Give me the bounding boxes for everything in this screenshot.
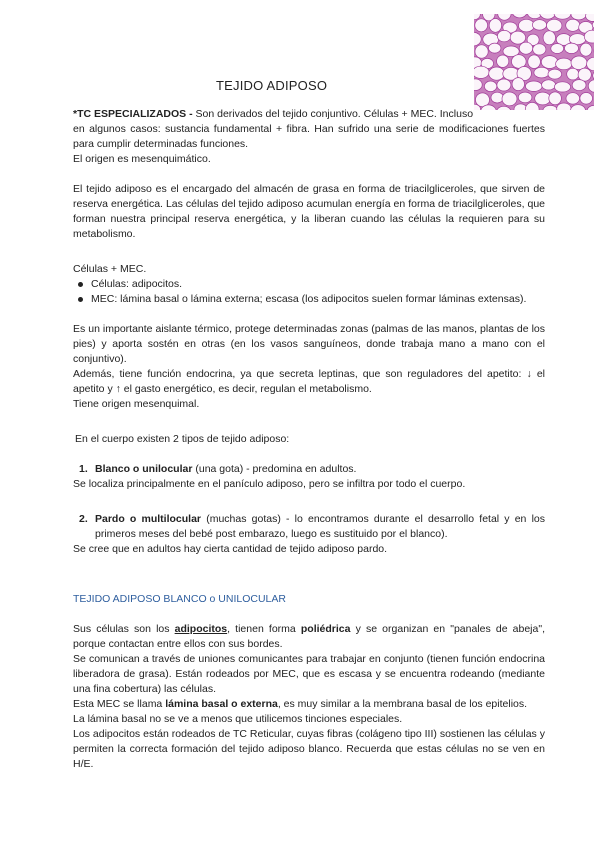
- type-2: [73, 512, 545, 557]
- type2-number: 2.: [79, 513, 88, 525]
- cells-list: [73, 277, 545, 307]
- adipocyte-cell: [580, 93, 593, 105]
- intro-line2: en algunos casos: sustancia fundamental + fibra. Han sufrido una serie de modificaciones fuertes para cumplir determinadas funciones.: [73, 123, 545, 150]
- adipocyte-cell: [512, 78, 524, 91]
- paragraph-1: El tejido adiposo es el encargado del almacén de grasa en forma de triacilgliceroles, que sirven de reserva energética. Las células del tejido adiposo acumulan energía en forma de triacilgliceroles, que forman nuestra principal reserva energética, y la liberan cuando las células la requieren para su metabolismo.: [73, 183, 545, 240]
- type1-note: Se localiza principalmente en el panículo adiposo, pero se infiltra por todo el cuerpo.: [73, 478, 466, 490]
- paragraph-2-text: Es un importante aislante térmico, protege determinadas zonas (palmas de las manos, plantas de los pies) y aporta sostén en otras (en los vasos sanguíneos, donde trabaja mano a mano con el conjuntivo).: [73, 323, 545, 365]
- section-p3: [73, 697, 545, 712]
- adipocyte-cell: [475, 45, 488, 58]
- section-heading: TEJIDO ADIPOSO BLANCO o UNILOCULAR: [73, 593, 286, 605]
- adipocyte-cell: [566, 19, 580, 31]
- adipocyte-cell: [549, 92, 562, 105]
- list-item: [73, 462, 545, 477]
- adipocyte-cell: [541, 56, 558, 69]
- adipocyte-cell: [533, 44, 546, 55]
- adipocyte-cell: [519, 19, 535, 32]
- adipocyte-cell: [548, 69, 562, 79]
- adipocyte-cell: [535, 92, 551, 105]
- adipocyte-cell: [551, 44, 564, 54]
- intro-bold: *TC ESPECIALIZADOS -: [73, 108, 193, 120]
- adipocyte-cell: [572, 80, 586, 91]
- type2-rest: (muchas gotas) - lo encontramos durante el desarrollo fetal y en los primeros meses del bebé post embarazo, luego es sustituido por el blanco).: [95, 513, 545, 540]
- section-p2: Se comunican a través de uniones comunicantes para trabajar en conjunto (tienen función endocrina liberadora de grasa). Están rodeados por MEC, que es escasa y se encuentra rodeando (mediante una fina cobertura) las células.: [73, 653, 545, 695]
- page-title: TEJIDO ADIPOSO: [216, 78, 328, 93]
- adipocyte-cell: [497, 30, 511, 41]
- adipocyte-cell: [571, 56, 587, 70]
- section-p5: Los adipocitos están rodeados de TC Reticular, cuyas fibras (colágeno tipo III) sostienen las células y permiten la correcta formación del tejido adiposo blanco. Recuerda que estas células no se ven en H/E.: [73, 728, 545, 770]
- adipocyte-cell: [580, 43, 592, 56]
- adipocyte-cell: [497, 79, 511, 91]
- adipocyte-cell: [484, 81, 496, 92]
- adipocyte-cell: [556, 58, 572, 70]
- adipocyte-cell: [475, 19, 488, 32]
- type1-rest: (una gota) - predomina en adultos.: [192, 463, 357, 475]
- paragraph-3-text: Además, tiene función endocrina, ya que secreta leptinas, que son reguladores del apetito: ↓ el apetito y ↑ el gasto energético, es decir, regulan el metabolismo.: [73, 368, 545, 395]
- cells-section: [73, 262, 545, 307]
- section-p1-a: Sus células son los: [73, 623, 175, 635]
- adipocyte-cell: [489, 67, 505, 80]
- adipocyte-cell: [519, 42, 532, 54]
- type1-bold: Blanco o unilocular: [95, 463, 193, 475]
- type2-note: Se cree que en adultos hay cierta cantidad de tejido adiposo pardo.: [73, 543, 388, 555]
- list-item: [73, 512, 545, 542]
- type-1: [73, 462, 545, 492]
- adipocyte-cell: [542, 80, 556, 90]
- adipocitos-term: adipocitos: [174, 623, 228, 635]
- adipocyte-cell: [547, 19, 562, 32]
- adipocyte-cell: [566, 93, 580, 104]
- adipocyte-cell: [489, 43, 501, 53]
- adipocyte-cell: [567, 68, 579, 80]
- section-p1-c: , tienen forma: [227, 623, 301, 635]
- list-item: Células: adipocitos.: [73, 277, 545, 292]
- adipocyte-cell: [554, 82, 570, 92]
- adipocyte-cell: [565, 43, 579, 53]
- section-body: [73, 622, 545, 772]
- type2-bold: Pardo o multilocular: [95, 513, 202, 525]
- adipose-cells-icon: [474, 14, 594, 110]
- type1-number: 1.: [79, 463, 88, 475]
- adipocyte-cell: [491, 92, 503, 103]
- lamina-basal-term: lámina basal o externa: [165, 698, 278, 710]
- adipocyte-cell: [502, 92, 517, 106]
- intro-paragraph: [73, 107, 545, 167]
- adipocyte-cell: [510, 31, 525, 44]
- section-p3-c: , es muy similar a la membrana basal de los epitelios.: [277, 698, 528, 710]
- adipocyte-cell: [489, 19, 501, 33]
- poliedrica-term: poliédrica: [300, 623, 351, 635]
- adipocyte-cell: [532, 20, 546, 30]
- paragraph-4-text: Tiene origen mesenquimal.: [73, 398, 200, 410]
- adipocyte-cell: [528, 55, 541, 69]
- adipocyte-cell: [543, 31, 555, 45]
- adipocyte-cell: [578, 68, 591, 81]
- adipocyte-cell: [474, 66, 489, 78]
- paragraph-2: [73, 322, 545, 412]
- list-item: MEC: lámina basal o lámina externa; escasa (los adipocitos suelen formar láminas extensas).: [73, 292, 545, 307]
- section-p4: La lámina basal no se ve a menos que utilicemos tinciones especiales.: [73, 713, 403, 725]
- intro-line3: El origen es mesenquimático.: [73, 153, 211, 165]
- adipose-micrograph-image: [474, 14, 594, 110]
- adipocyte-cell: [534, 67, 549, 78]
- section-p1: [73, 622, 545, 652]
- section-p3-a: Esta MEC se llama: [73, 698, 166, 710]
- types-intro: En el cuerpo existen 2 tipos de tejido adiposo:: [75, 433, 290, 445]
- adipocyte-cell: [518, 92, 532, 103]
- adipocyte-cell: [497, 55, 509, 67]
- section-p1-e: y se organizan en "panales de abeja", porque contactan entre ellos con sus bordes.: [73, 623, 545, 650]
- intro-line1: Son derivados del tejido conjuntivo. Células + MEC. Incluso: [192, 108, 474, 120]
- cells-heading: Células + MEC.: [73, 263, 147, 275]
- adipocyte-cell: [526, 81, 543, 91]
